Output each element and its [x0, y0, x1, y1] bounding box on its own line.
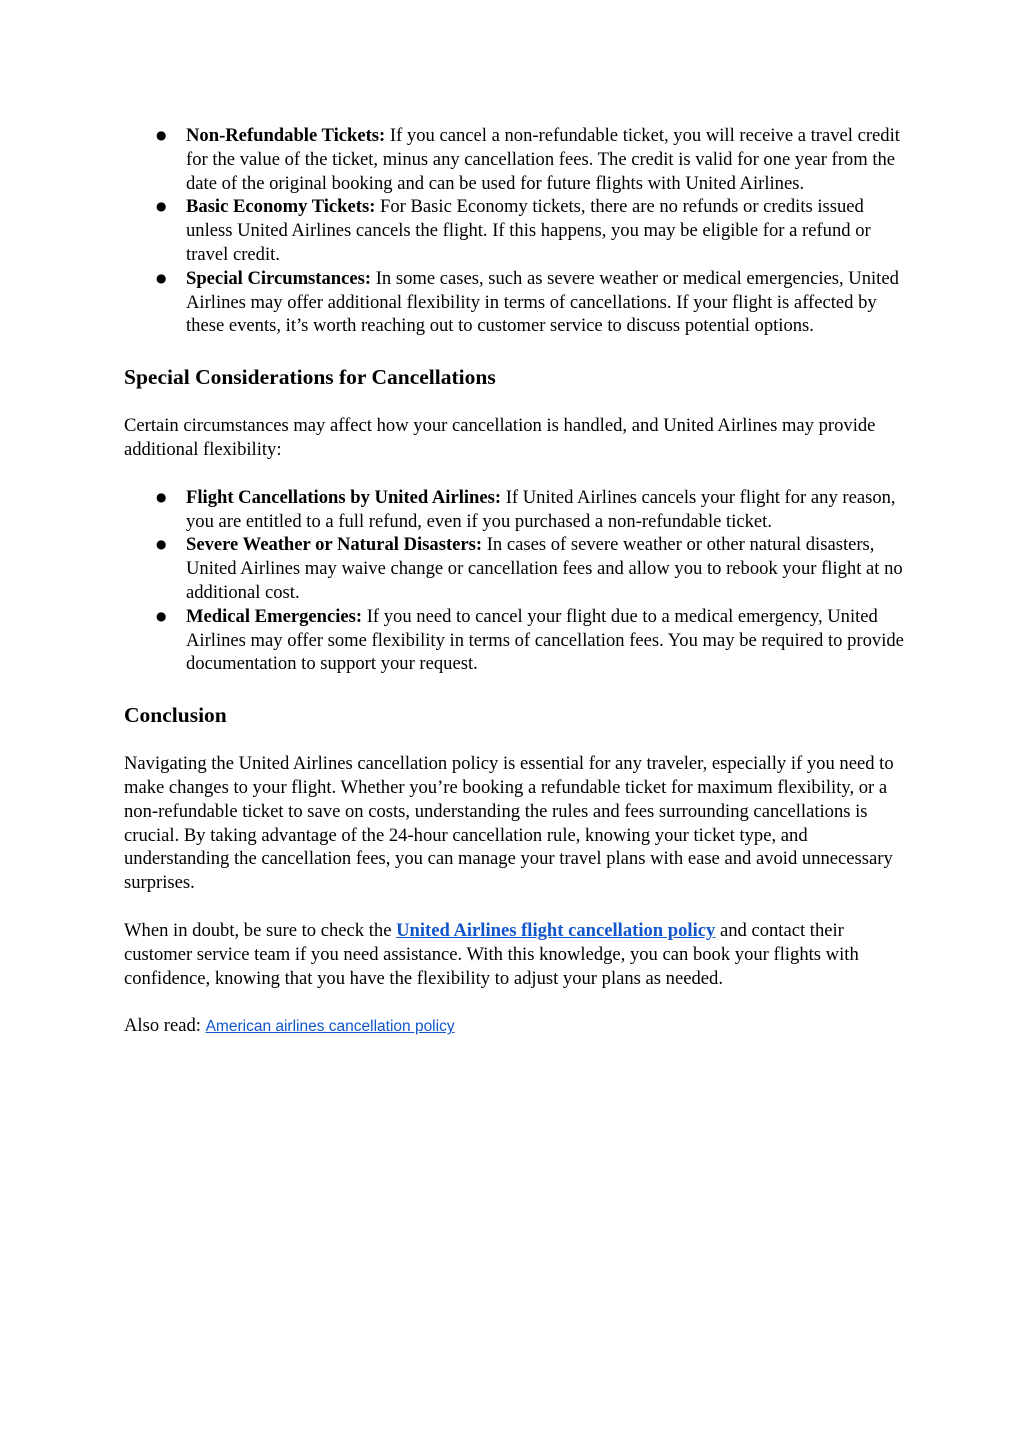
united-policy-link[interactable]: United Airlines flight cancellation policy	[396, 919, 716, 941]
list-item-text: If you need to cancel your flight due to a medical emergency, United Airlines may offer some flexibility in terms of cancellation fees. You may be required to provide documentation to support your request.	[186, 605, 904, 675]
list-item-text: In some cases, such as severe weather or medical emergencies, United Airlines may offer additional flexibility in terms of cancellations. If your flight is affected by these events, it’s worth reaching out to customer service to discuss potential options.	[186, 267, 899, 337]
special-considerations-list	[124, 486, 904, 676]
conclusion-heading: Conclusion	[124, 703, 227, 728]
section-intro: Certain circumstances may affect how your cancellation is handled, and United Airlines may provide additional flexibility:	[124, 415, 876, 460]
list-item	[124, 605, 904, 676]
list-item	[124, 124, 904, 195]
document-page	[124, 124, 904, 1039]
list-item-text: If United Airlines cancels your flight for any reason, you are entitled to a full refund, even if you purchased a non-refundable ticket.	[186, 486, 896, 532]
list-item-term: Medical Emergencies:	[186, 605, 363, 627]
list-item-term: Basic Economy Tickets:	[186, 196, 376, 218]
bullet-icon: ●	[156, 537, 167, 552]
list-item-term: Special Circumstances:	[186, 267, 372, 289]
also-read-label: Also read:	[124, 1015, 206, 1037]
list-item	[124, 267, 904, 338]
paragraph-text: and contact their customer service team if you need assistance. With this knowledge, you can book your flights with confidence, knowing that you have the flexibility to adjust your plans as needed.	[124, 919, 859, 989]
list-item	[124, 486, 904, 534]
list-item-text: If you cancel a non-refundable ticket, you will receive a travel credit for the value of the ticket, minus any cancellation fees. The credit is valid for one year from the date of the original booking and can be used for future flights with United Airlines.	[186, 125, 900, 194]
list-item-term: Severe Weather or Natural Disasters:	[186, 534, 483, 556]
also-read-line	[124, 1014, 904, 1039]
list-item-text: In cases of severe weather or other natural disasters, United Airlines may waive change or cancellation fees and allow you to rebook your flight at no additional cost.	[186, 534, 903, 603]
conclusion-paragraph-2	[124, 919, 904, 990]
section-heading: Special Considerations for Cancellations	[124, 365, 496, 390]
conclusion-paragraph: Navigating the United Airlines cancellation policy is essential for any traveler, especially if you need to make changes to your flight. Whether you’re booking a refundable ticket for maximum flexibility, or a non-refundable ticket to save on costs, understanding the rules and fees surrounding cancellations is crucial. By taking advantage of the 24-hour cancellation rule, knowing your ticket type, and understanding the cancellation fees, you can manage your travel plans with ease and avoid unnecessary surprises.	[124, 753, 894, 894]
list-item-term: Non-Refundable Tickets:	[186, 125, 386, 146]
bullet-icon: ●	[156, 199, 167, 214]
list-item-text: For Basic Economy tickets, there are no refunds or credits issued unless United Airlines cancels the flight. If this happens, you may be eligible for a refund or travel credit.	[186, 196, 871, 265]
american-policy-link[interactable]: American airlines cancellation policy	[205, 1018, 455, 1036]
ticket-types-list	[124, 124, 904, 338]
bullet-icon: ●	[156, 128, 167, 142]
bullet-icon: ●	[156, 489, 167, 504]
list-item	[124, 195, 904, 266]
list-item-term: Flight Cancellations by United Airlines:	[186, 486, 502, 508]
list-item	[124, 533, 904, 604]
bullet-icon: ●	[156, 608, 167, 623]
paragraph-text: When in doubt, be sure to check the	[124, 919, 397, 941]
bullet-icon: ●	[156, 270, 167, 285]
